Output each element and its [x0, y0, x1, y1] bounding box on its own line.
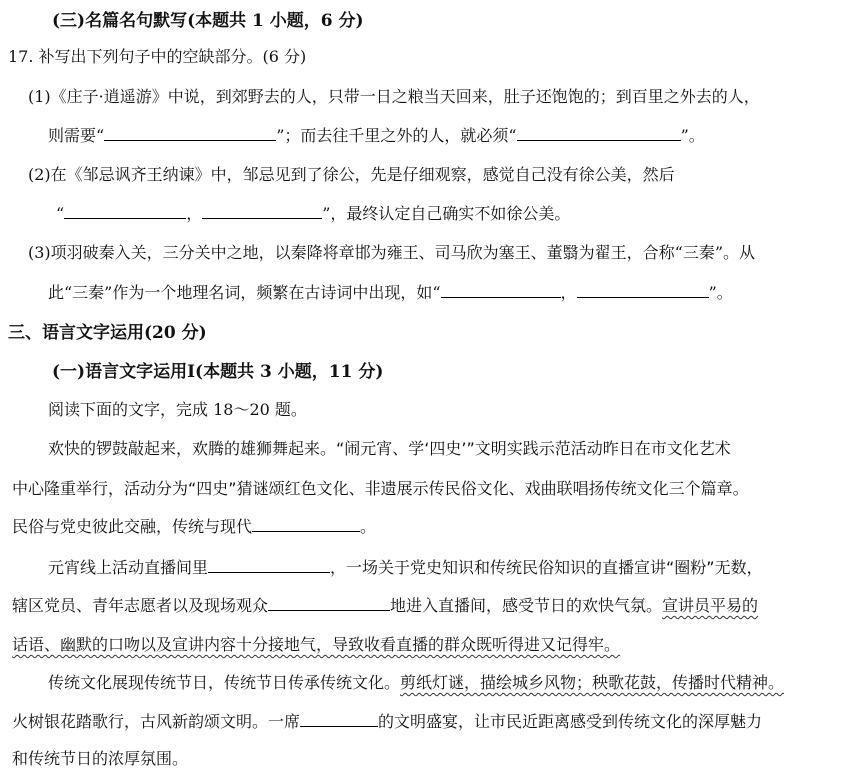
wavy-underlined-text: 话语、幽默的口吻以及宣讲内容十分接地气，导致收看直播的群众既听得进又记得牢。: [12, 635, 621, 654]
answer-blank[interactable]: [268, 595, 390, 611]
text: ”。: [680, 126, 705, 145]
answer-blank[interactable]: [104, 125, 276, 141]
question-17-stem: 17. 补写出下列句子中的空缺部分。(6 分): [8, 47, 307, 66]
text: 。: [360, 517, 377, 536]
answer-blank[interactable]: [202, 203, 322, 219]
text: ，: [560, 283, 577, 302]
question-17-part2-line2: [56, 201, 570, 224]
answer-blank[interactable]: [517, 125, 681, 141]
text: “: [56, 204, 65, 223]
text: ”，最终认定自己确实不如徐公美。: [322, 204, 571, 223]
text: 的文明盛宴，让市民近距离感受到传统文化的深厚魅力: [378, 712, 763, 731]
answer-blank[interactable]: [208, 557, 330, 573]
answer-blank[interactable]: [64, 203, 186, 219]
text: ，: [186, 204, 203, 223]
text: 火树银花踏歌行，古风新韵颂文明。一席: [12, 712, 301, 731]
passage-line-4: [48, 555, 763, 578]
question-17-part1-line1: (1)《庄子·逍遥游》中说，到郊野去的人，只带一日之粮当天回来，肚子还饱饱的；到百里之外去的人，: [28, 87, 760, 106]
passage-line-6: [12, 632, 620, 655]
passage-line-1: 欢快的锣鼓敲起来，欢腾的雄狮舞起来。“闹元宵、学‘四史’”文明实践示范活动昨日在市文化艺术: [48, 439, 731, 458]
passage-line-5: [12, 593, 758, 616]
answer-blank[interactable]: [577, 282, 709, 298]
answer-blank[interactable]: [441, 282, 561, 298]
text: 此“三秦”作为一个地理名词，频繁在古诗词中出现，如“: [48, 283, 441, 302]
question-17-part3-line2: [48, 280, 733, 303]
text: ，一场关于党史知识和传统民俗知识的直播宣讲“圈粉”无数，: [330, 558, 763, 577]
text: 元宵线上活动直播间里: [48, 558, 209, 577]
text: 民俗与党史彼此交融，传统与现代: [12, 517, 253, 536]
wavy-underlined-text: 剪纸灯谜，描绘城乡风物；秧歌花鼓，传播时代精神。: [400, 673, 785, 692]
question-17-part3-line1: (3)项羽破秦入关，三分关中之地，以秦降将章邯为雍王、司马欣为塞王、董翳为翟王，合称“三秦”。从: [28, 243, 756, 262]
answer-blank[interactable]: [252, 516, 360, 532]
part-3-subsection-title: (一)语言文字运用Ⅰ(本题共 3 小题，11 分): [52, 362, 384, 382]
text: 地进入直播间，感受节日的欢快气氛。: [390, 596, 663, 615]
question-17-part1-line2: [48, 123, 705, 146]
passage-line-8: [12, 709, 762, 732]
part-3-title: 三、语言文字运用(20 分): [8, 323, 207, 343]
text: 辖区党员、青年志愿者以及现场观众: [12, 596, 269, 615]
text: 则需要“: [48, 126, 105, 145]
wavy-underlined-text: 宣讲员平易的: [662, 596, 759, 615]
passage-line-9: 和传统节日的浓厚氛围。: [12, 749, 189, 768]
section-heading-famous-quotes: (三)名篇名句默写(本题共 1 小题，6 分): [52, 11, 364, 31]
text: ”。: [708, 283, 733, 302]
text: 传统文化展现传统节日，传统节日传承传统文化。: [48, 673, 401, 692]
reading-instruction: 阅读下面的文字，完成 18～20 题。: [48, 400, 307, 419]
text: ”；而去往千里之外的人，就必须“: [276, 126, 517, 145]
question-17-part2-line1: (2)在《邹忌讽齐王纳谏》中，邹忌见到了徐公，先是仔细观察，感觉自己没有徐公美，然后: [28, 165, 675, 184]
answer-blank[interactable]: [300, 711, 378, 727]
passage-line-7: [48, 670, 784, 693]
passage-line-2: 中心隆重举行，活动分为“四史”猜谜颂红色文化、非遗展示传民俗文化、戏曲联唱扬传统文化三个篇章。: [12, 479, 749, 498]
passage-line-3: [12, 514, 376, 537]
